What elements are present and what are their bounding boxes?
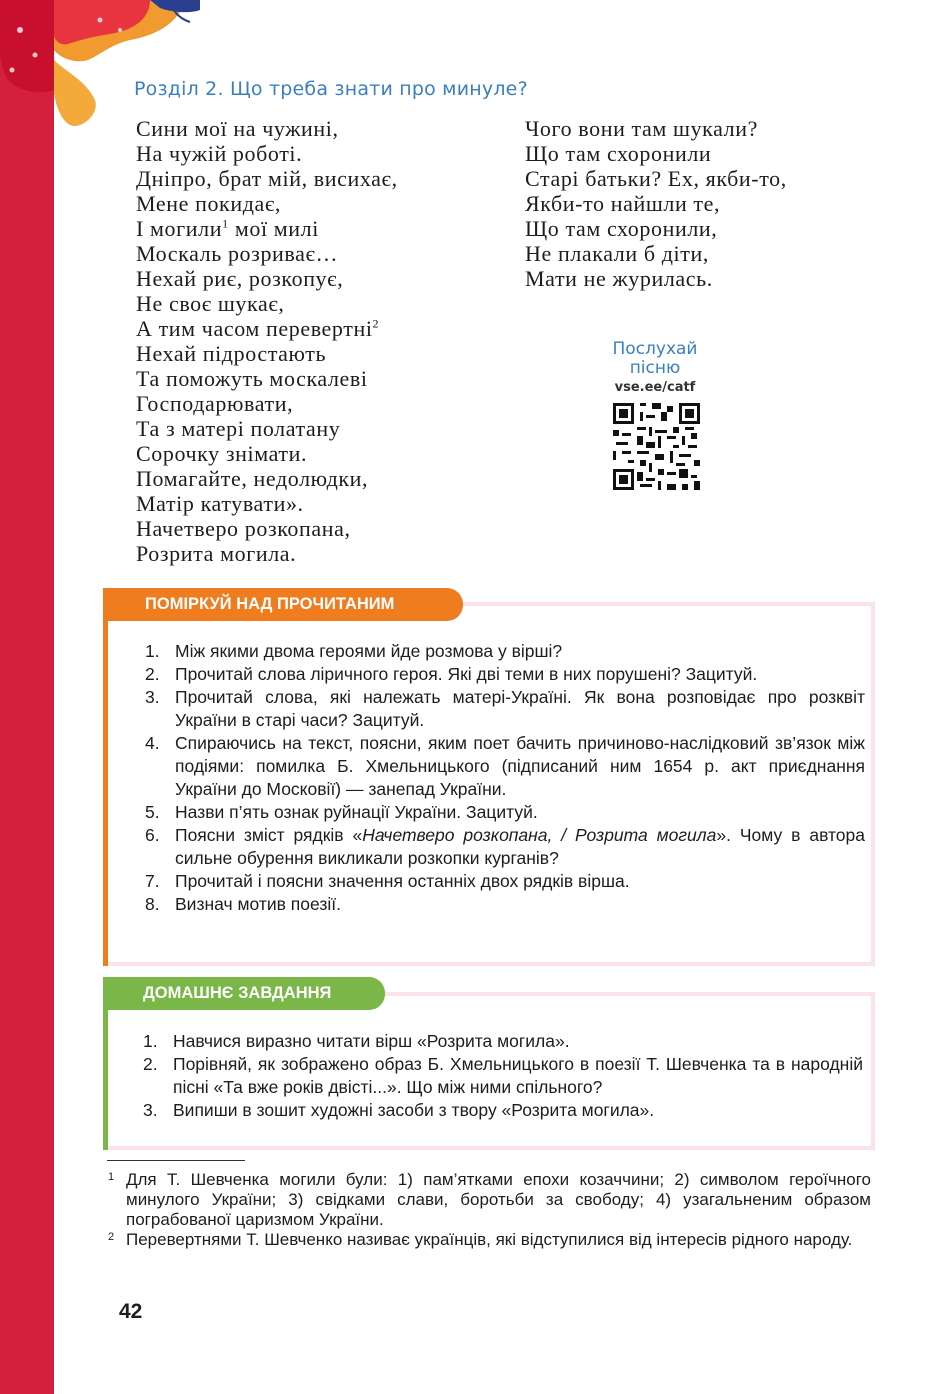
footnote xyxy=(108,1170,871,1230)
homework-task xyxy=(143,1099,863,1122)
poem-line: Матір катувати». xyxy=(136,491,304,516)
poem-line: А тим часом перевертні$^2$ xyxy=(136,316,380,341)
item-number: 2. xyxy=(145,664,160,684)
item-number: 8. xyxy=(145,894,160,914)
footnote-mark: 1 xyxy=(108,1171,115,1183)
item-text: Між якими двома героями йде розмова у вірші? xyxy=(175,641,563,661)
item-number: 1. xyxy=(145,641,160,661)
item-text: Прочитай слова ліричного героя. Які дві теми в них порушені? Зацитуй. xyxy=(175,664,758,684)
poem-line: Помагайте, недолюдки, xyxy=(136,466,369,491)
reflect-question xyxy=(145,663,865,686)
poem-line: Не своє шукає, xyxy=(136,291,285,316)
item-text: Визнач мотив поезії. xyxy=(175,894,341,914)
poem-left-column xyxy=(136,116,398,566)
listen-label-line1: Послухай xyxy=(612,339,698,359)
poem-line: Мене покидає, xyxy=(136,191,282,216)
poem-line: Сорочку знімати. xyxy=(136,441,308,466)
item-number: 6. xyxy=(145,825,160,845)
item-text: Спираючись на текст, поясни, яким поет бачить причиново-наслідковий зв’язок між подіями: помилка Б. Хмельницького (підписаний ним 1654 р. акт приєднання України до Московії) — занепад України. xyxy=(175,733,865,799)
item-text: Порівняй, як зображено образ Б. Хмельницького в поезії Т. Шевченка та в народній пісні «Та вже років двісті...». Що між ними спільного? xyxy=(173,1054,863,1097)
homework-header: ДОМАШНЄ ЗАВДАННЯ xyxy=(103,977,385,1010)
poem-line: Чого вони там шукали? xyxy=(525,116,758,141)
reflect-header: ПОМІРКУЙ НАД ПРОЧИТАНИМ xyxy=(103,588,463,621)
item-text: Випиши в зошит художні засоби з твору «Розрита могила». xyxy=(173,1100,655,1120)
poem-line: Якби-то найшли те, xyxy=(525,191,721,216)
reflect-question xyxy=(145,801,865,824)
footnote-mark: 2 xyxy=(108,1231,115,1243)
poem-line: Мати не журилась. xyxy=(525,266,713,291)
item-number: 3. xyxy=(143,1100,158,1120)
left-decorative-strip xyxy=(0,0,54,1394)
poem-line: Дніпро, брат мій, висихає, xyxy=(136,166,398,191)
listen-label-line2: пісню xyxy=(629,358,681,378)
poem-line: Розрита могила. xyxy=(136,541,297,566)
homework-task xyxy=(143,1030,863,1053)
listen-url[interactable]: vse.ee/catf xyxy=(614,380,696,395)
reflect-questions xyxy=(145,640,865,916)
footnote-ref: 2 xyxy=(372,316,380,331)
poem-line: Господарювати, xyxy=(136,391,294,416)
item-number: 4. xyxy=(145,733,160,753)
poem-line: Що там схоронили xyxy=(525,141,712,166)
item-number: 7. xyxy=(145,871,160,891)
poem-line: Старі батьки? Ех, якби-то, xyxy=(525,166,787,191)
item-text: Назви п’ять ознак руйнації України. Зацитуй. xyxy=(175,802,538,822)
footnote-text: Для Т. Шевченка могили були: 1) пам’ятками епохи козаччини; 2) символом героїчного минулого України; 3) свідками слави, боротьби за свободу; 4) узагальненим образом пограбованої царизмом України. xyxy=(126,1170,871,1229)
listen-song-block[interactable] xyxy=(590,340,720,395)
section-title: Розділ 2. Що треба знати про минуле? xyxy=(134,78,528,100)
reflect-question xyxy=(145,686,865,732)
poem-line: Москаль розриває… xyxy=(136,241,339,266)
reflect-accent-bar xyxy=(103,606,108,966)
homework-accent-bar xyxy=(103,996,108,1150)
homework-task xyxy=(143,1053,863,1099)
item-text: Прочитай слова, які належать матері-Україні. Як вона розповідає про розквіт України в старі часи? Зацитуй. xyxy=(175,687,865,730)
footnote-divider xyxy=(107,1160,245,1161)
item-number: 1. xyxy=(143,1031,158,1051)
item-number: 5. xyxy=(145,802,160,822)
qr-code[interactable] xyxy=(613,403,700,490)
item-number: 2. xyxy=(143,1054,158,1074)
poem-line: Не плакали б діти, xyxy=(525,241,709,266)
item-text: Поясни зміст рядків «Начетверо розкопана, / Розрита могила». Чому в автора сильне обурення викликали розкопки курганів? xyxy=(175,825,865,868)
reflect-question xyxy=(145,870,865,893)
poem-line: Та поможуть москалеві xyxy=(136,366,368,391)
poem-line: Сини мої на чужині, xyxy=(136,116,339,141)
homework-tasks xyxy=(143,1030,863,1122)
poem-line: І могили$^1$ мої милі xyxy=(136,216,319,241)
footnote-text: Перевертнями Т. Шевченко називає українців, які відступилися від інтересів рідного народу. xyxy=(126,1230,853,1249)
poem-right-column xyxy=(525,116,787,291)
item-text: Навчися виразно читати вірш «Розрита могила». xyxy=(173,1031,570,1051)
poem-line: На чужій роботі. xyxy=(136,141,303,166)
poem-line: Що там схоронили, xyxy=(525,216,718,241)
reflect-question xyxy=(145,824,865,870)
reflect-question xyxy=(145,640,865,663)
poem-line: Нехай підростають xyxy=(136,341,327,366)
poem-line: Нехай риє, розкопує, xyxy=(136,266,344,291)
footnote xyxy=(108,1230,871,1250)
poem-line: Та з матері полатану xyxy=(136,416,341,441)
item-number: 3. xyxy=(145,687,160,707)
page-number: 42 xyxy=(119,1300,143,1323)
footnote-ref: 1 xyxy=(222,216,229,231)
reflect-question xyxy=(145,732,865,801)
item-text: Прочитай і поясни значення останніх двох рядків вірша. xyxy=(175,871,630,891)
reflect-question xyxy=(145,893,865,916)
poem-line: Начетверо розкопана, xyxy=(136,516,351,541)
quoted-lines: Начетверо розкопана, / Розрита могила xyxy=(362,825,717,845)
footnotes xyxy=(108,1170,871,1250)
